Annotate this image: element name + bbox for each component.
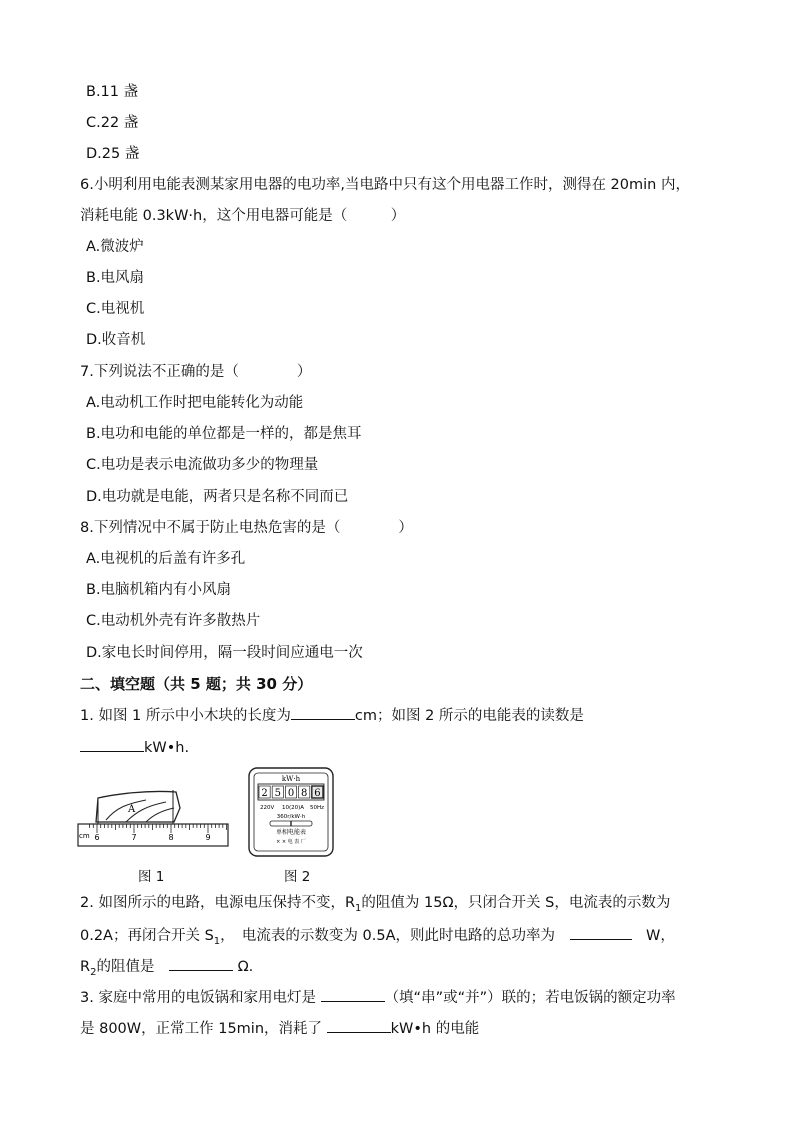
wood-grain-1: [106, 800, 146, 820]
figure1-ruler: [76, 768, 230, 860]
q7-stem: 7.下列说法不正确的是（ ）: [80, 364, 312, 380]
meter-maker: × × 电 表 厂: [276, 839, 306, 845]
q8-stem: 8.下列情况中不属于防止电热危害的是（ ）: [80, 520, 413, 536]
fill2-text: R: [80, 959, 91, 975]
meter-digit: 8: [301, 788, 308, 799]
fill2-blank-resistance[interactable]: [169, 956, 233, 971]
meter-digit: 5: [274, 788, 281, 799]
q7-option-c: C.电功是表示电流做功多少的物理量: [86, 457, 319, 473]
fill2-subscript: 1: [213, 935, 221, 947]
q8-option-b: B.电脑机箱内有小风扇: [86, 582, 232, 598]
ruler-tick-label: 6: [94, 833, 100, 842]
fill3-line2: [80, 1018, 479, 1039]
block-label: A: [128, 804, 136, 815]
meter-rate: 360r/kW·h: [276, 814, 306, 820]
fill2-text: 的阻值是: [96, 959, 155, 975]
fill3-text: 是 800W，正常工作 15min，消耗了: [80, 1021, 323, 1037]
fill2-text: 2. 如图所示的电路，电源电压保持不变，R: [80, 895, 356, 911]
fill2-subscript: 1: [355, 902, 362, 914]
fill2-line1: [80, 893, 670, 919]
q8-option-d: D.家电长时间停用，隔一段时间应通电一次: [86, 645, 363, 661]
fill2-text: W，: [646, 928, 675, 944]
figure2-caption: 图 2: [284, 869, 311, 885]
fill3-text: （填“串”或“并”）联的；若电饭锅的额定功率: [384, 990, 676, 1006]
q8-option-c: C.电动机外壳有许多散热片: [86, 613, 261, 629]
meter-spec-current: 10(20)A: [282, 805, 305, 811]
fill1-line1: [80, 705, 584, 726]
q6-option-a: A.微波炉: [86, 239, 144, 255]
fill3-blank-energy[interactable]: [327, 1018, 391, 1033]
q5-option-b: B.11 盏: [86, 84, 139, 100]
fill2-blank-power[interactable]: [570, 925, 632, 940]
meter-spec-voltage: 220V: [260, 805, 275, 811]
meter-unit: kW·h: [281, 775, 301, 783]
meter-spec-frequency: 50Hz: [310, 805, 325, 811]
ruler-tick-label: 7: [131, 833, 137, 842]
ruler-tick-label: 9: [205, 833, 211, 842]
q5-option-d: D.25 盏: [86, 146, 140, 162]
fill1-blank-reading[interactable]: [80, 737, 144, 752]
fill2-text: Ω.: [237, 959, 254, 975]
ruler-tick-label: 8: [168, 833, 174, 842]
fill2-text: 的阻值为 15Ω，只闭合开关 S，电流表的示数为: [361, 895, 671, 911]
fill2-text: 0.2A；再闭合开关 S: [80, 928, 214, 944]
fill2-subscript: 2: [90, 966, 97, 978]
fill1-text-b: cm；如图 2 所示的电能表的读数是: [354, 708, 584, 724]
wood-grain-3: [146, 808, 174, 822]
q6-stem-line2: 消耗电能 0.3kW·h，这个用电器可能是（ ）: [80, 208, 406, 224]
figure1-caption: 图 1: [138, 869, 165, 885]
fill3-text: kW•h 的电能: [390, 1021, 480, 1037]
fill3-blank-connection[interactable]: [321, 987, 385, 1002]
q5-option-c: C.22 盏: [86, 115, 139, 131]
figure2-meter: [248, 767, 334, 857]
ruler-unit: cm: [79, 832, 90, 840]
q7-option-d: D.电功就是电能，两者只是名称不同而已: [86, 489, 349, 505]
q7-option-b: B.电功和电能的单位都是一样的，都是焦耳: [86, 426, 362, 442]
q6-stem-line1: 6.小明利用电能表测某家用电器的电功率,当电路中只有这个用电器工作时，测得在 20min 内，: [80, 177, 690, 193]
fill2-text: ， 电流表的示数变为 0.5A，则此时电路的总功率为: [220, 928, 556, 944]
meter-digit: 0: [287, 788, 295, 799]
q8-option-a: A.电视机的后盖有许多孔: [86, 551, 246, 567]
fill1-line2: [80, 737, 189, 758]
fill1-text-c: kW•h.: [144, 740, 190, 756]
meter-digit: 2: [261, 788, 268, 799]
q6-option-d: D.收音机: [86, 332, 146, 348]
section-title: 二、填空题（共 5 题；共 30 分）: [80, 675, 313, 693]
meter-name: 单相电能表: [275, 829, 307, 836]
q6-option-b: B.电风扇: [86, 270, 145, 286]
fill2-line3: [80, 956, 253, 983]
fill3-line1: [80, 987, 676, 1008]
fill2-line2: [80, 925, 675, 952]
q7-option-a: A.电动机工作时把电能转化为动能: [86, 395, 304, 411]
fill1-blank-length[interactable]: [291, 705, 355, 720]
fill3-text: 3. 家庭中常用的电饭锅和家用电灯是: [80, 990, 316, 1006]
fill1-text-a: 1. 如图 1 所示中小木块的长度为: [80, 708, 291, 724]
meter-digit: 6: [314, 788, 321, 799]
q6-option-c: C.电视机: [86, 301, 145, 317]
